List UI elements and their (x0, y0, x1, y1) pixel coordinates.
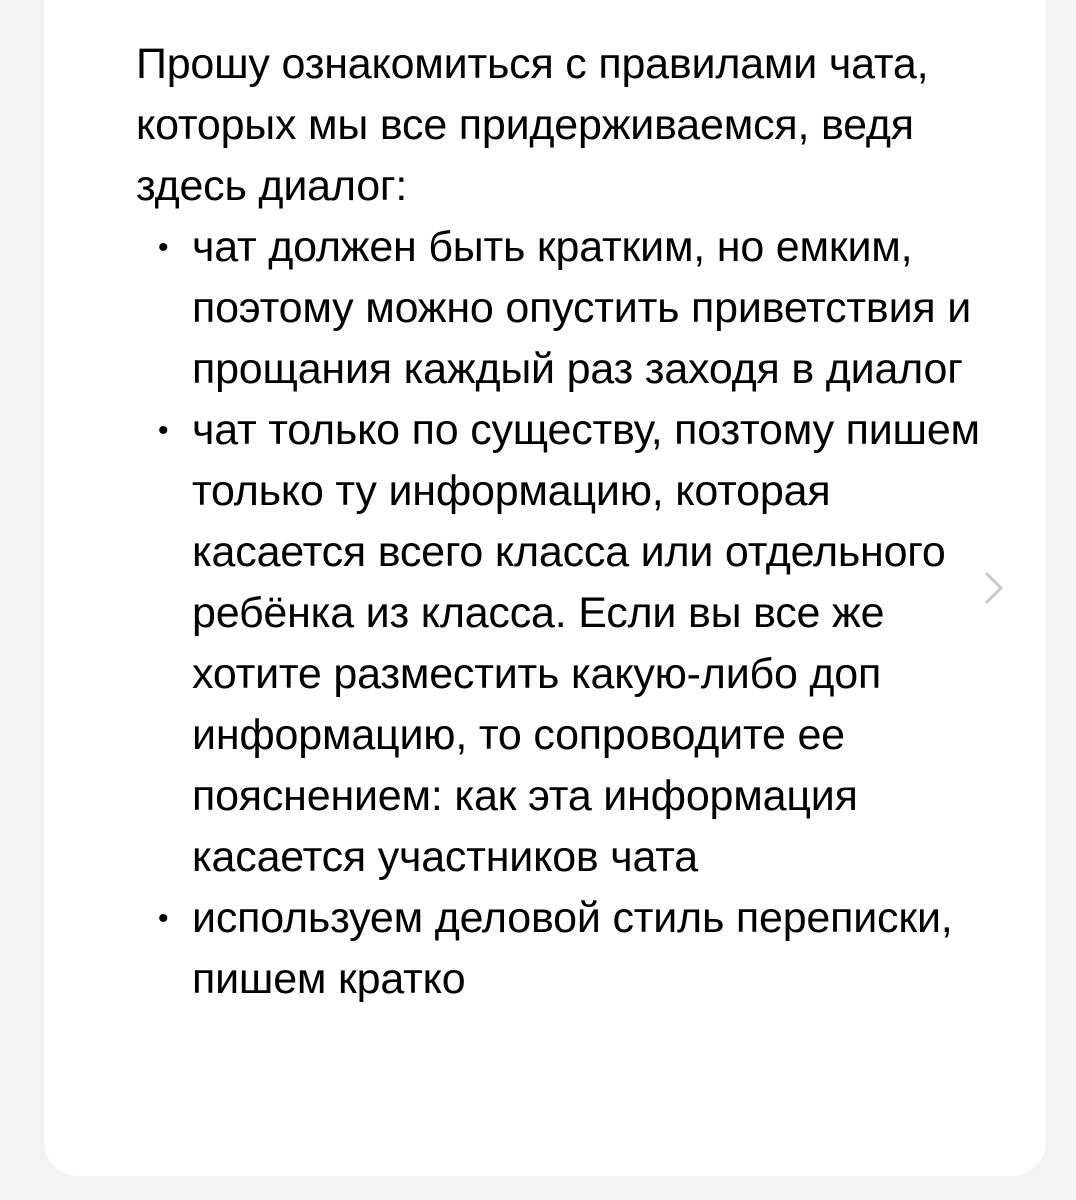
rule-item (136, 888, 996, 1010)
bullet-icon: • (158, 414, 169, 447)
chevron-right-icon[interactable] (980, 568, 1008, 608)
message-bubble[interactable] (44, 0, 1046, 1176)
rules-list (136, 217, 996, 1010)
rule-item (136, 217, 996, 400)
rule-text: чат должен быть кратким, но емким, поэтому можно опустить приветствия и прощания каждый раз заходя в диалог (192, 223, 972, 393)
rule-text: используем деловой стиль переписки, пишем кратко (192, 894, 953, 1003)
bullet-icon: • (158, 231, 169, 264)
message-intro: Прошу ознакомиться с правилами чата, которых мы все придерживаемся, ведя здесь диалог: (136, 40, 929, 210)
rule-item (136, 400, 996, 888)
bullet-icon: • (158, 902, 169, 935)
rule-text: чат только по существу, позтому пишем только ту информацию, которая касается всего класса или отдельного ребёнка из класса. Если вы все же хотите разместить какую-либо доп информацию, то сопроводите ее пояснением: как эта информация касается участников чата (192, 406, 980, 881)
message-text (136, 34, 996, 1010)
